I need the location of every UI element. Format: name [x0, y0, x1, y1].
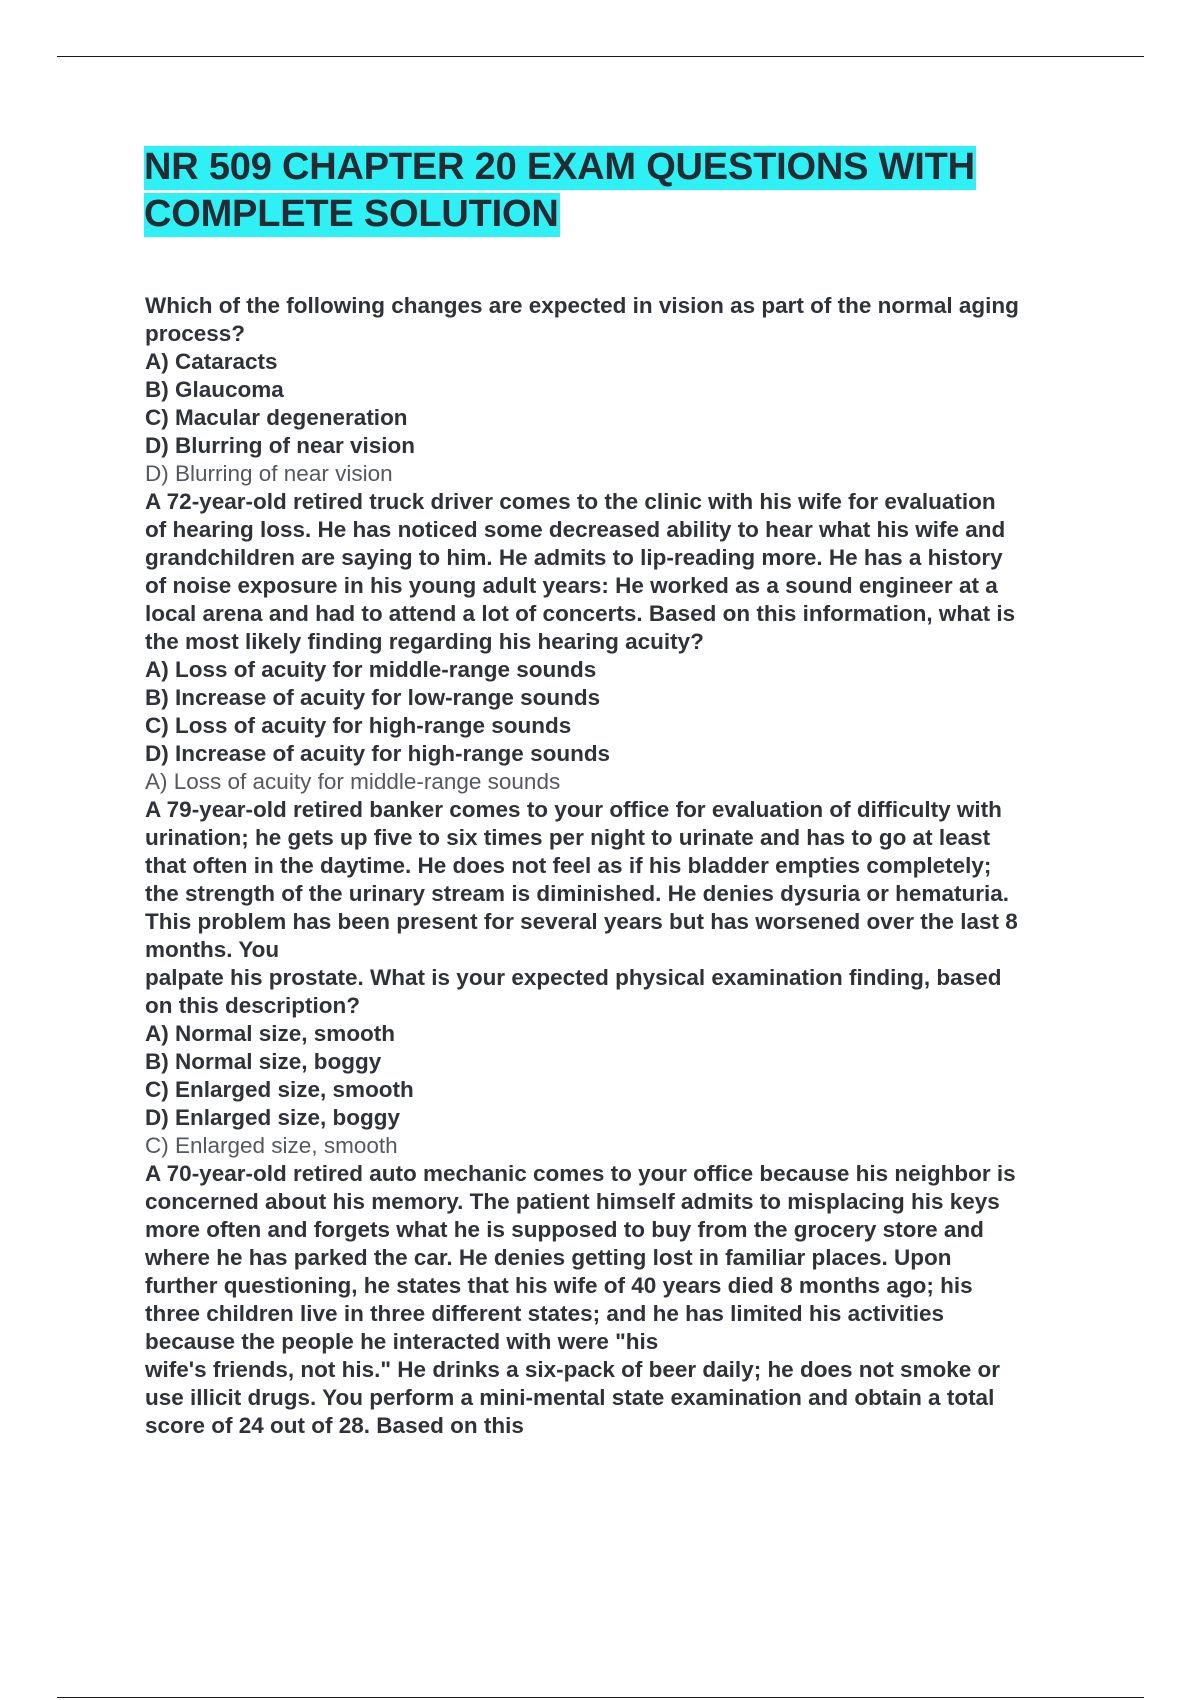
answer-option: D) Blurring of near vision: [145, 433, 416, 458]
answer-option: A) Cataracts: [145, 349, 278, 374]
question-stem-line: Which of the following changes are expected in vision as part of the normal aging: [145, 293, 1019, 318]
question-list: [145, 292, 1095, 1440]
question-stem-line: urination; he gets up five to six times per night to urinate and has to go at least: [145, 825, 991, 850]
question-stem-line: the most likely finding regarding his hearing acuity?: [145, 629, 704, 654]
answer-option: B) Increase of acuity for low-range sounds: [145, 685, 601, 710]
question-stem-line: where he has parked the car. He denies getting lost in familiar places. Upon: [145, 1245, 952, 1270]
answer-option: A) Normal size, smooth: [145, 1021, 396, 1046]
question-stem-line: grandchildren are saying to him. He admits to lip-reading more. He has a history: [145, 545, 1003, 570]
question-stem-line: further questioning, he states that his wife of 40 years died 8 months ago; his: [145, 1273, 973, 1298]
answer-option: C) Macular degeneration: [145, 405, 408, 430]
top-rule: [57, 56, 1144, 57]
question-stem-line: more often and forgets what he is supposed to buy from the grocery store and: [145, 1217, 984, 1242]
question-block: [145, 796, 1095, 1160]
title-highlight: NR 509 CHAPTER 20 EXAM QUESTIONS WITH COMPLETE SOLUTION: [144, 146, 975, 235]
question-stem-line: of noise exposure in his young adult years: He worked as a sound engineer at a: [145, 573, 998, 598]
question-stem-line: wife's friends, not his." He drinks a six-pack of beer daily; he does not smoke or: [145, 1357, 1000, 1382]
correct-answer: A) Loss of acuity for middle-range sounds: [145, 769, 561, 794]
question-stem-line: local arena and had to attend a lot of concerts. Based on this information, what is: [145, 601, 1016, 626]
question-stem-line: that often in the daytime. He does not feel as if his bladder empties completely;: [145, 853, 992, 878]
question-stem-line: process?: [145, 321, 246, 346]
question-stem-line: because the people he interacted with were "his: [145, 1329, 659, 1354]
bottom-rule: [57, 1697, 1144, 1698]
question-stem-line: score of 24 out of 28. Based on this: [145, 1413, 524, 1438]
question-block: [145, 1160, 1095, 1440]
question-stem-line: This problem has been present for several years but has worsened over the last 8: [145, 909, 1018, 934]
question-stem-line: A 70-year-old retired auto mechanic comes to your office because his neighbor is: [145, 1161, 1016, 1186]
question-stem-line: three children live in three different states; and he has limited his activities: [145, 1301, 944, 1326]
answer-option: A) Loss of acuity for middle-range sounds: [145, 657, 597, 682]
answer-option: B) Normal size, boggy: [145, 1049, 382, 1074]
document-title: [144, 144, 1074, 238]
question-block: [145, 292, 1095, 488]
question-stem-line: months. You: [145, 937, 280, 962]
answer-option: B) Glaucoma: [145, 377, 284, 402]
answer-option: C) Loss of acuity for high-range sounds: [145, 713, 572, 738]
question-stem-line: A 79-year-old retired banker comes to your office for evaluation of difficulty with: [145, 797, 1002, 822]
question-stem-line: concerned about his memory. The patient himself admits to misplacing his keys: [145, 1189, 1000, 1214]
answer-option: D) Enlarged size, boggy: [145, 1105, 401, 1130]
answer-option: C) Enlarged size, smooth: [145, 1077, 414, 1102]
question-block: [145, 488, 1095, 796]
answer-option: D) Increase of acuity for high-range sounds: [145, 741, 611, 766]
question-stem-line: the strength of the urinary stream is diminished. He denies dysuria or hematuria.: [145, 881, 1009, 906]
question-stem-line: A 72-year-old retired truck driver comes to the clinic with his wife for evaluation: [145, 489, 996, 514]
question-stem-line: use illicit drugs. You perform a mini-mental state examination and obtain a total: [145, 1385, 995, 1410]
question-stem-line: on this description?: [145, 993, 361, 1018]
correct-answer: C) Enlarged size, smooth: [145, 1133, 398, 1158]
question-stem-line: of hearing loss. He has noticed some decreased ability to hear what his wife and: [145, 517, 1006, 542]
question-stem-line: palpate his prostate. What is your expected physical examination finding, based: [145, 965, 1002, 990]
correct-answer: D) Blurring of near vision: [145, 461, 393, 486]
